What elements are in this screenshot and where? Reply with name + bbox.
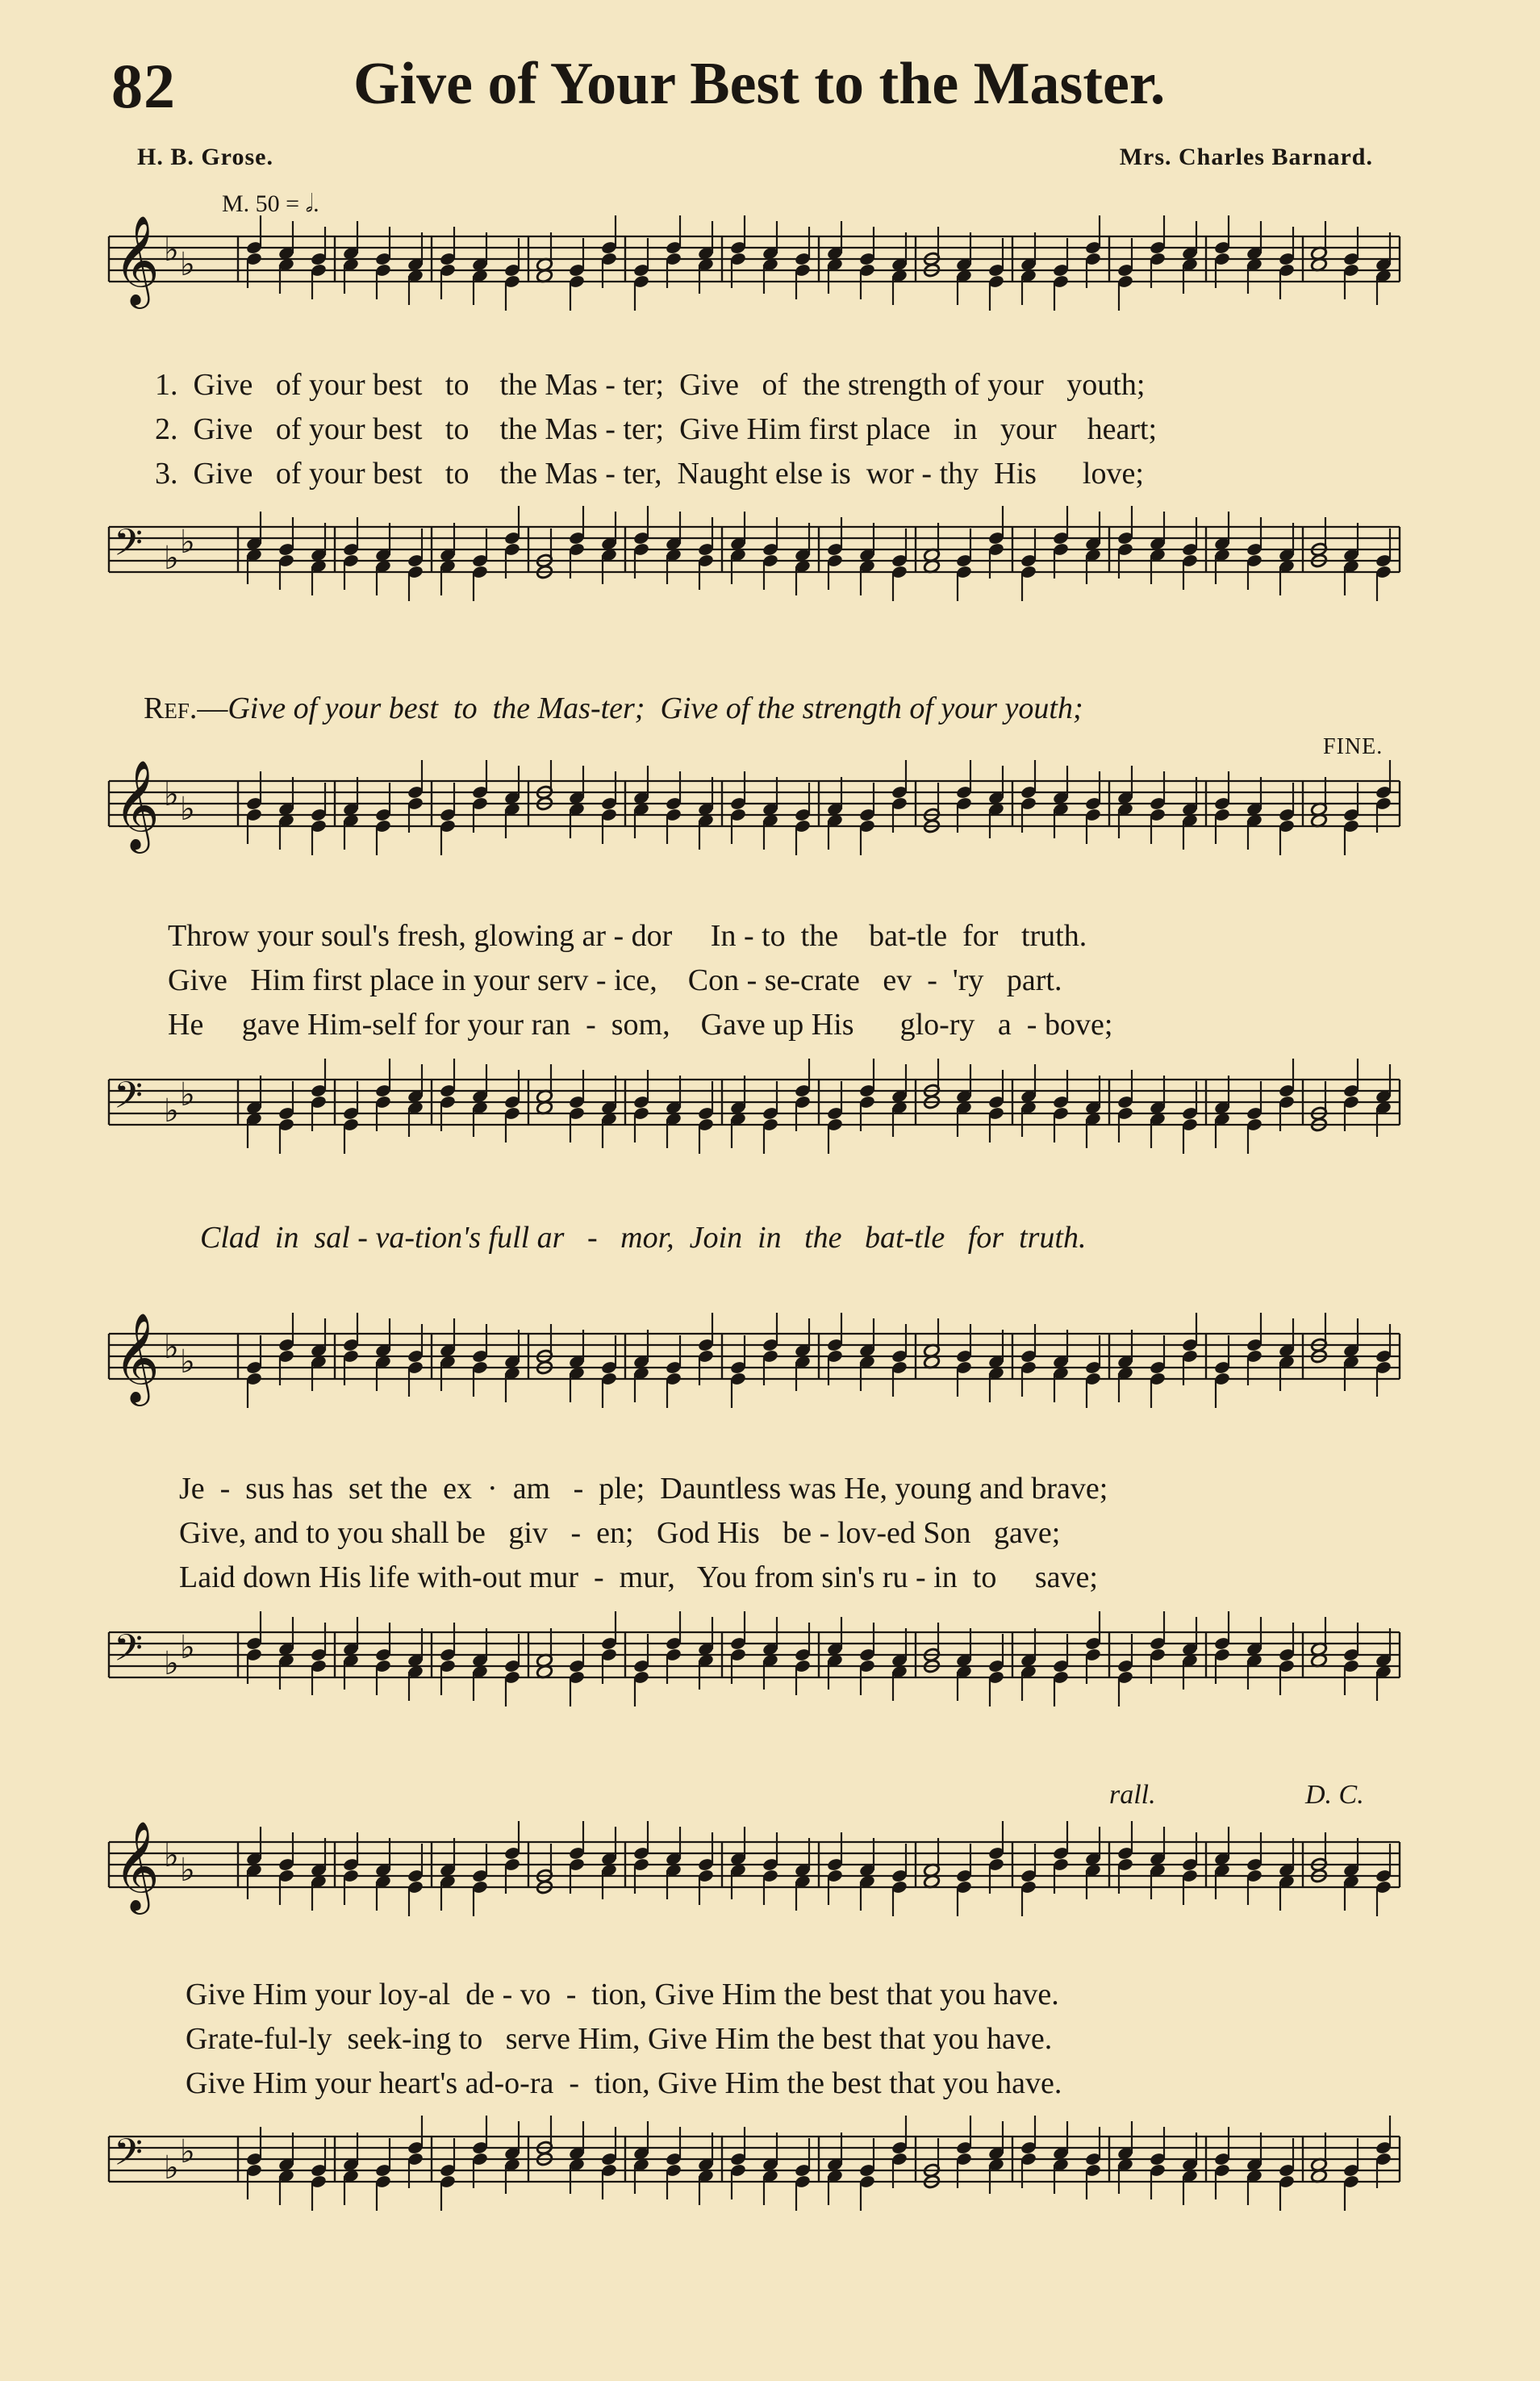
hymn-title: Give of Your Best to the Master.	[353, 51, 1166, 117]
treble-clef-icon: 𝄞	[114, 759, 160, 850]
flat-icon: ♭	[180, 524, 195, 561]
system-1-verse-1: 1. Give of your best to the Mas - ter; Give of the strength of your youth;	[155, 368, 1146, 402]
flat-icon: ♭	[164, 776, 179, 813]
system-3-bass-staff	[0, 1610, 1540, 1739]
system-4-bass-staff	[0, 2114, 1540, 2243]
system-1-refrain	[113, 655, 1083, 762]
flat-icon: ♭	[164, 232, 179, 269]
system-2-bass-staff	[0, 1057, 1540, 1186]
system-2-verse-3: He gave Him-self for your ran - som, Gave up His glo-ry a - bove;	[168, 1008, 1113, 1042]
system-1-bass-staff	[0, 504, 1540, 633]
flat-icon: ♭	[164, 1329, 179, 1366]
system-2-refrain: Clad in sal - va-tion's full ar - mor, Join in the bat-tle for truth.	[200, 1221, 1087, 1255]
system-1-treble-staff	[0, 214, 1540, 343]
flat-icon: ♭	[180, 246, 195, 283]
bass-clef-icon: 𝄢	[114, 2131, 144, 2183]
flat-icon: ♭	[180, 791, 195, 828]
flat-icon: ♭	[164, 2149, 179, 2187]
flat-icon: ♭	[164, 1645, 179, 1682]
hymn-number: 82	[111, 51, 176, 121]
flat-icon: ♭	[164, 1837, 179, 1874]
system-1-verse-2: 2. Give of your best to the Mas - ter; Give Him first place in your heart;	[155, 412, 1158, 446]
bass-clef-icon: 𝄢	[114, 1627, 144, 1679]
system-4-verse-2: Grate-ful-ly seek-ing to serve Him, Give Him the best that you have.	[186, 2022, 1053, 2056]
system-3-treble-staff	[0, 1311, 1540, 1440]
system-4-verse-1: Give Him your loy-al de - vo - tion, Give Him the best that you have.	[186, 1978, 1059, 2011]
system-4-verse-3: Give Him your heart's ad-o-ra - tion, Give Him the best that you have.	[186, 2066, 1062, 2100]
flat-icon: ♭	[180, 2133, 195, 2170]
system-3-verse-1: Je - sus has set the ex · am - ple; Dauntless was He, young and brave;	[179, 1472, 1108, 1506]
system-2-verse-2: Give Him first place in your serv - ice, Con - se-crate ev - 'ry part.	[168, 963, 1062, 997]
system-1-verse-3: 3. Give of your best to the Mas - ter, Naught else is wor - thy His love;	[155, 457, 1144, 491]
flat-icon: ♭	[164, 540, 179, 577]
refrain-text: Give of your best to the Mas-ter; Give of the strength of your youth;	[227, 691, 1083, 725]
flat-icon: ♭	[180, 1852, 195, 1889]
system-2-verse-1: Throw your soul's fresh, glowing ar - dor In - to the bat-tle for truth.	[168, 919, 1087, 953]
fine-marking: FINE.	[1323, 734, 1383, 759]
dc-marking: D. C.	[1305, 1780, 1364, 1810]
tempo-marking: M. 50 = 𝅗𝅥.	[222, 190, 319, 217]
system-3-verse-2: Give, and to you shall be giv - en; God His be - lov-ed Son gave;	[179, 1516, 1061, 1550]
system-3-verse-3: Laid down His life with-out mur - mur, You from sin's ru - in to save;	[179, 1560, 1098, 1594]
system-4-treble-staff	[0, 1819, 1540, 1949]
composer-credit: Mrs. Charles Barnard.	[1119, 144, 1373, 170]
bass-clef-icon: 𝄢	[114, 1074, 144, 1126]
flat-icon: ♭	[180, 1076, 195, 1113]
rall-marking: rall.	[1109, 1780, 1156, 1810]
flat-icon: ♭	[180, 1343, 195, 1381]
flat-icon: ♭	[164, 1092, 179, 1130]
treble-clef-icon: 𝄞	[114, 1312, 160, 1402]
lyricist-credit: H. B. Grose.	[137, 144, 273, 170]
flat-icon: ♭	[180, 1629, 195, 1666]
treble-clef-icon: 𝄞	[114, 1820, 160, 1911]
treble-clef-icon: 𝄞	[114, 215, 160, 305]
bass-clef-icon: 𝄢	[114, 521, 144, 574]
refrain-label: Ref.—	[144, 691, 228, 725]
system-2-treble-staff	[0, 758, 1540, 888]
